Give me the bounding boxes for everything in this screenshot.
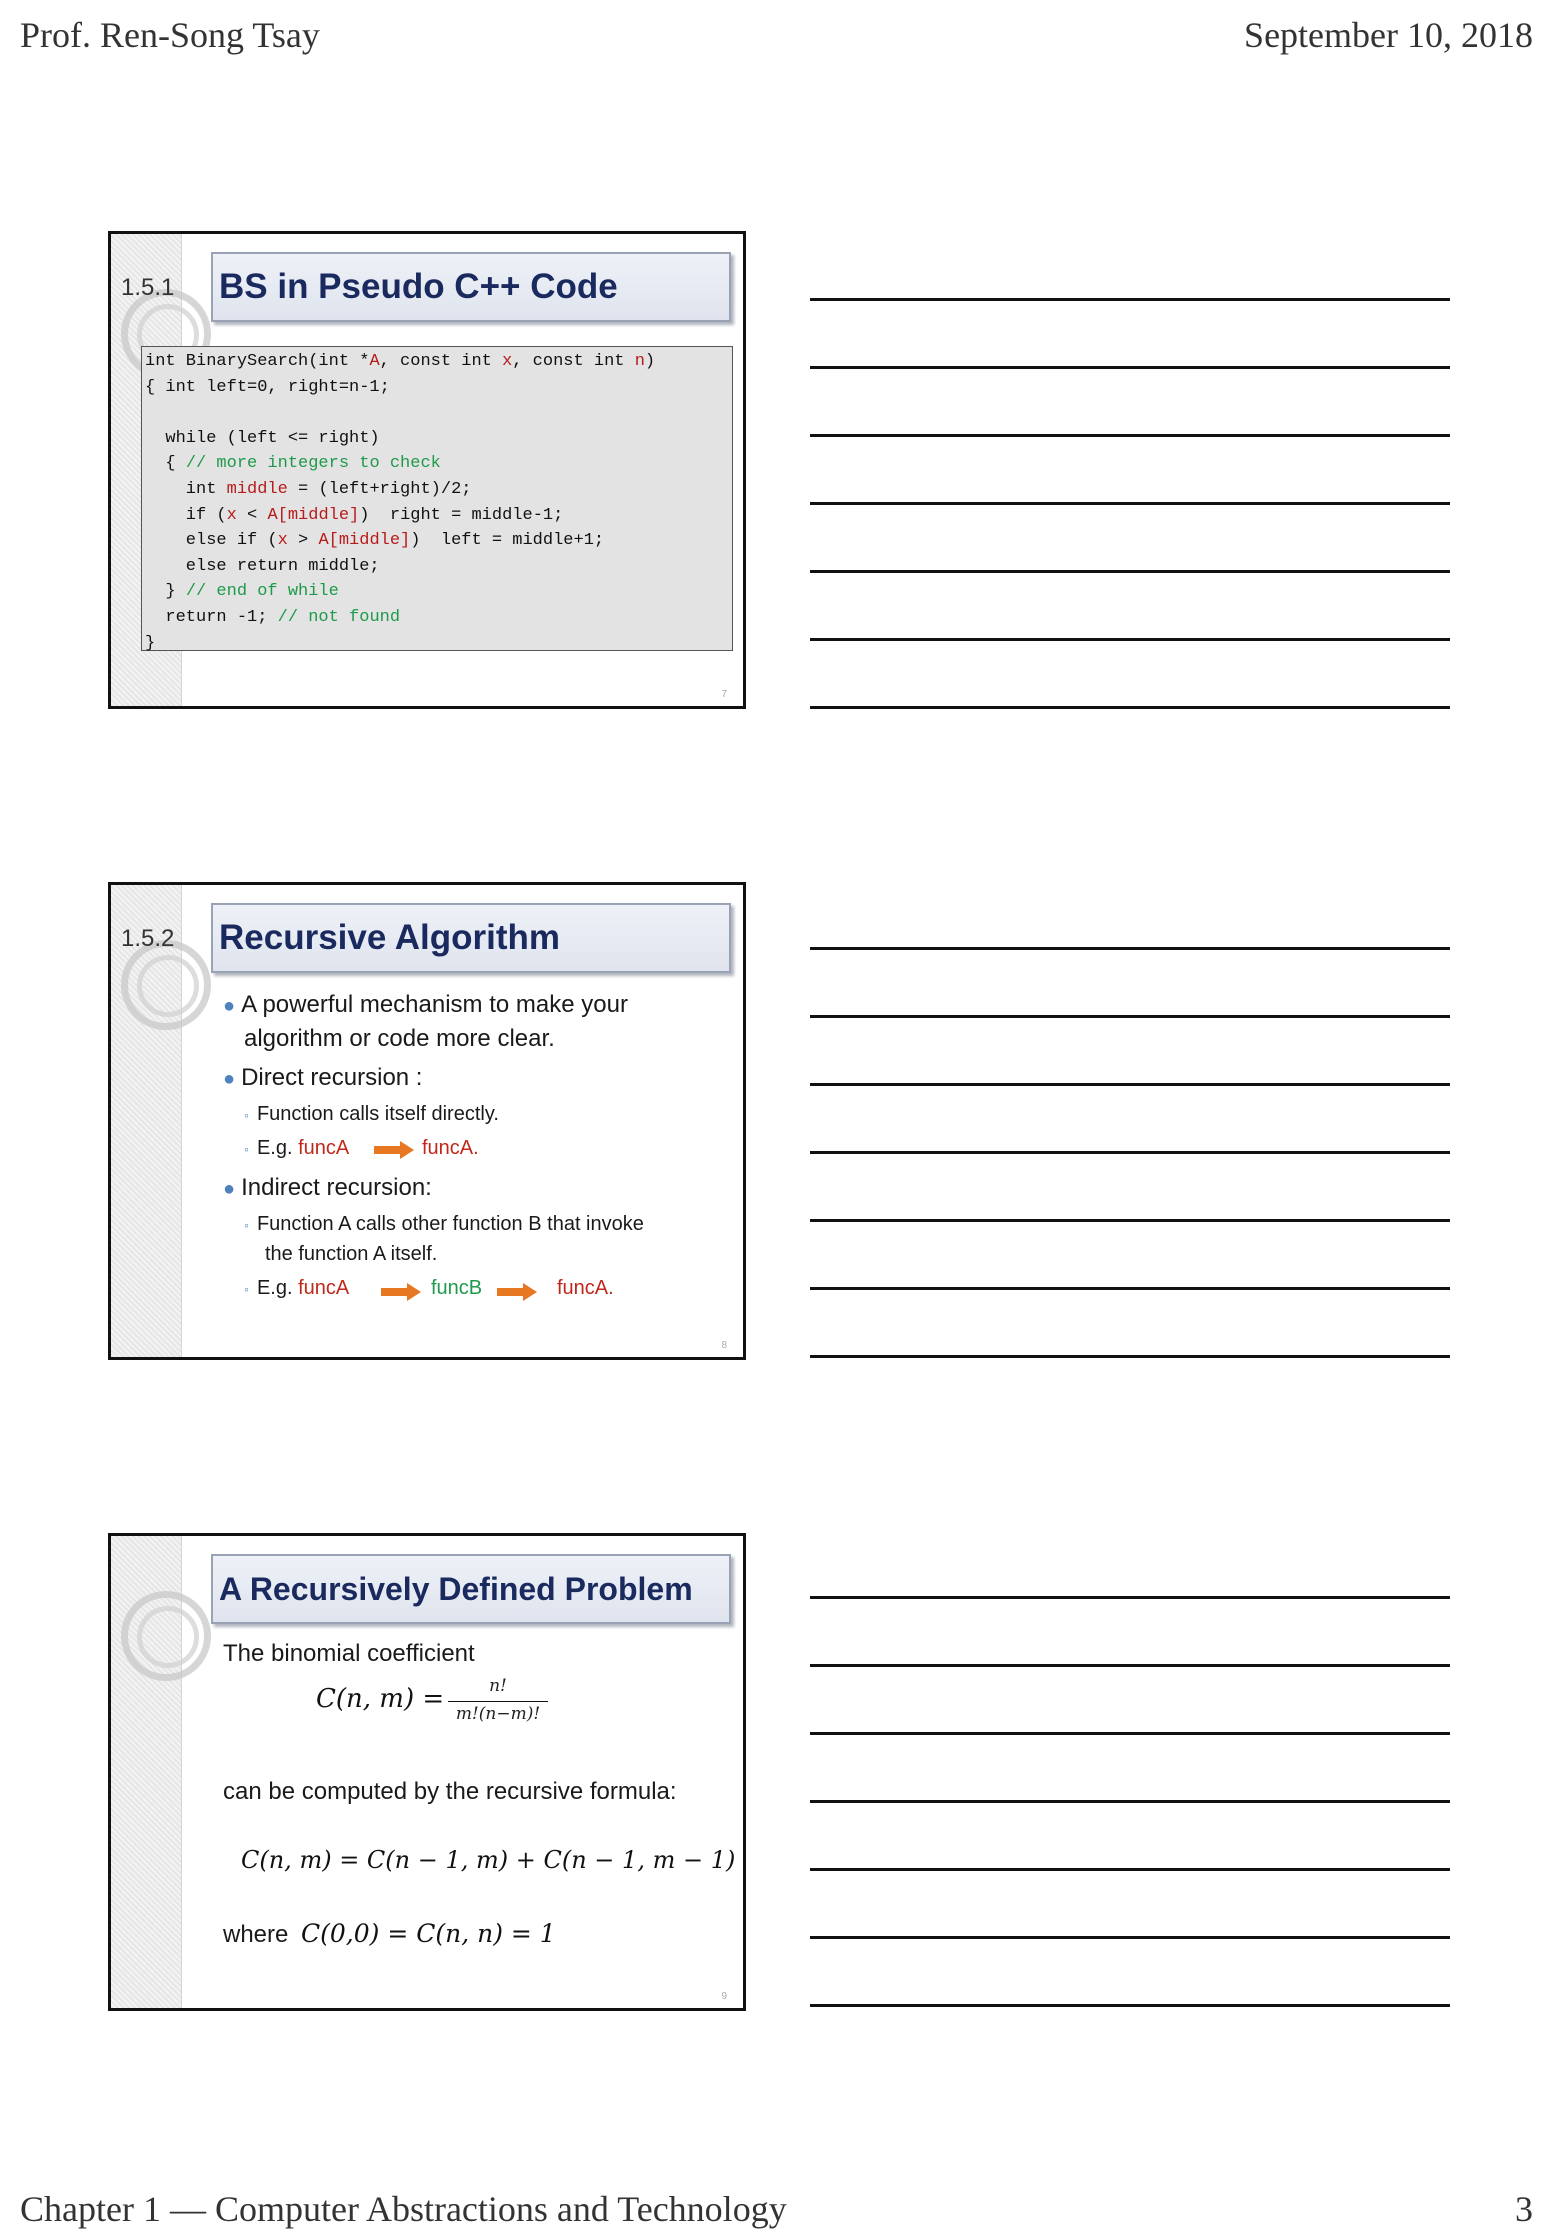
arrow-right-icon: [381, 1283, 421, 1301]
code-line: { int left=0, right=n-1;: [145, 377, 390, 397]
note-line: [810, 947, 1450, 950]
note-line: [810, 502, 1450, 505]
note-line: [810, 1800, 1450, 1803]
code-line: int middle = (left+right)/2;: [145, 479, 472, 499]
section-number: 1.5.1: [121, 274, 175, 301]
section-number: 1.5.2: [121, 925, 175, 952]
note-line: [810, 1083, 1450, 1086]
function-name: funcB: [431, 1277, 483, 1299]
note-line: [810, 1015, 1450, 1018]
code-line: else if (x > A[middle]) left = middle+1;: [145, 531, 605, 551]
swirl-decoration: [137, 955, 199, 1017]
note-line: [810, 1596, 1450, 1599]
sub-bullet-item: ◦ Function calls itself directly.: [244, 1103, 499, 1125]
slide-title-box: [211, 252, 731, 322]
bullet-continuation: algorithm or code more clear.: [244, 1025, 555, 1052]
arrow-right-icon: [497, 1283, 537, 1301]
code-line: return -1; // not found: [145, 607, 401, 627]
fraction-bar: [448, 1701, 548, 1702]
arrow-right-icon: [374, 1141, 414, 1159]
sub-bullet-item: ◦ E.g. funcA: [244, 1277, 350, 1299]
note-line: [810, 366, 1450, 369]
slide-title: Recursive Algorithm: [219, 918, 561, 957]
sub-bullet-continuation: the function A itself.: [265, 1243, 438, 1265]
code-line: } // end of while: [145, 582, 339, 602]
slide-title: BS in Pseudo C++ Code: [219, 267, 618, 306]
author-name: Prof. Ren-Song Tsay: [20, 15, 320, 55]
slide-page-number: 9: [721, 1991, 727, 2002]
note-line: [810, 1732, 1450, 1735]
slide-page-number: 7: [721, 689, 727, 700]
footer-page-number: 3: [1515, 2189, 1533, 2229]
equation-lhs: C(n, m) =: [316, 1684, 445, 1714]
note-line: [810, 1868, 1450, 1871]
code-line: [145, 400, 732, 426]
footer-chapter: Chapter 1 — Computer Abstractions and Technology: [20, 2189, 787, 2229]
slide-title-box: [211, 903, 731, 973]
note-line: [810, 1219, 1450, 1222]
where-label: where: [223, 1921, 289, 1948]
function-name: funcA.: [422, 1137, 479, 1159]
recursive-formula: C(n, m) = C(n − 1, m) + C(n − 1, m − 1): [241, 1846, 736, 1874]
function-name: funcA.: [557, 1277, 614, 1299]
sub-bullet-item: ◦ E.g. funcA: [244, 1137, 350, 1159]
note-line: [810, 298, 1450, 301]
note-line: [810, 570, 1450, 573]
fraction-denominator: m!(n−m)!: [455, 1704, 541, 1724]
sub-bullet-item: ◦ Function A calls other function B that invoke: [244, 1213, 644, 1235]
swirl-decoration: [137, 1606, 199, 1668]
note-line: [810, 1355, 1450, 1358]
slide-page-number: 8: [721, 1340, 727, 1351]
code-line: else return middle;: [145, 556, 380, 576]
note-line: [810, 1936, 1450, 1939]
slide-title: A Recursively Defined Problem: [219, 1571, 693, 1607]
note-line: [810, 638, 1450, 641]
note-line: [810, 2004, 1450, 2007]
intro-text: The binomial coefficient: [223, 1640, 475, 1667]
slide-title-box: [211, 1554, 731, 1624]
header-date: September 10, 2018: [1244, 15, 1533, 55]
base-case-formula: C(0,0) = C(n, n) = 1: [301, 1919, 556, 1948]
slide-thumbnail-3: [108, 1533, 746, 2011]
slide-thumbnail-1: [108, 231, 746, 709]
bullet-item: ● Indirect recursion:: [223, 1174, 432, 1201]
fraction-numerator: n!: [489, 1676, 507, 1696]
slide-thumbnail-2: [108, 882, 746, 1360]
note-line: [810, 1151, 1450, 1154]
code-line: int BinarySearch(int *A, const int x, const int n): [145, 352, 656, 371]
bullet-item: ● A powerful mechanism to make your: [223, 991, 628, 1018]
code-line: while (left <= right): [145, 428, 380, 448]
code-block: [141, 346, 733, 651]
code-line: { // more integers to check: [145, 454, 441, 474]
code-line: if (x < A[middle]) right = middle-1;: [145, 505, 564, 525]
note-line: [810, 706, 1450, 709]
formula-intro-text: can be computed by the recursive formula:: [223, 1778, 677, 1805]
note-line: [810, 1664, 1450, 1667]
note-line: [810, 434, 1450, 437]
code-line: }: [145, 633, 156, 653]
note-line: [810, 1287, 1450, 1290]
bullet-item: ● Direct recursion :: [223, 1064, 423, 1091]
